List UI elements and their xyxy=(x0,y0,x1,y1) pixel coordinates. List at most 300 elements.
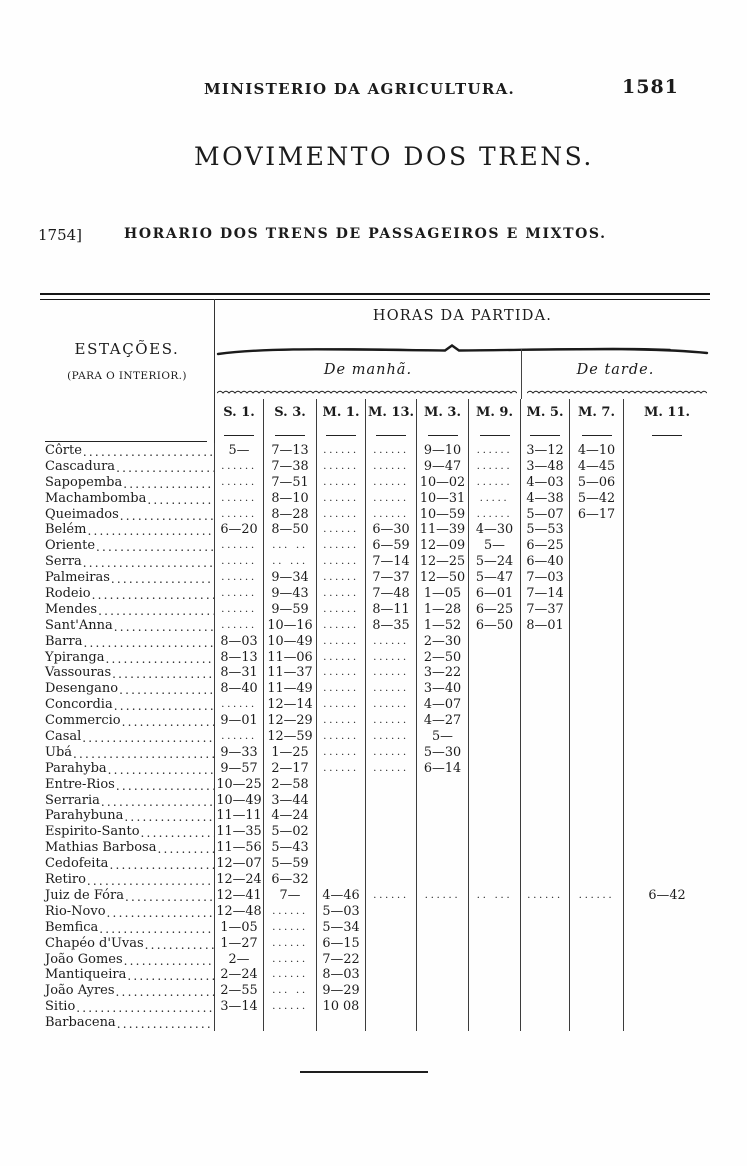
time-cell: 4—07 xyxy=(417,697,469,713)
time-cell: 4—46 xyxy=(317,888,366,904)
time-cell: ...... xyxy=(317,570,366,586)
time-cell: 4—03 xyxy=(521,475,570,491)
time-cell: 8—13 xyxy=(215,650,264,666)
station-cell xyxy=(40,586,215,602)
time-cell: ...... xyxy=(215,491,264,507)
time-cell: 8—03 xyxy=(215,634,264,650)
time-cell: ...... xyxy=(366,491,417,507)
time-cell xyxy=(521,634,570,650)
time-cell xyxy=(366,936,417,952)
time-cell xyxy=(366,856,417,872)
time-cell: 12—14 xyxy=(264,697,317,713)
time-cell: 7—38 xyxy=(264,459,317,475)
time-cell xyxy=(570,586,624,602)
table-row xyxy=(40,459,710,475)
table-row xyxy=(40,999,710,1015)
time-cell xyxy=(469,983,521,999)
time-cell: 8—03 xyxy=(317,967,366,983)
time-cell: 3—22 xyxy=(417,665,469,681)
station-name: Sant'Anna xyxy=(45,617,113,633)
time-cell: 7—37 xyxy=(366,570,417,586)
time-cell xyxy=(417,936,469,952)
time-cell xyxy=(570,967,624,983)
time-cell xyxy=(417,952,469,968)
time-cell xyxy=(570,602,624,618)
time-cell: ...... xyxy=(317,586,366,602)
time-cell xyxy=(417,920,469,936)
column-header: S. 3. xyxy=(264,399,317,443)
time-cell: 6—20 xyxy=(215,522,264,538)
table-row xyxy=(40,983,710,999)
station-cell xyxy=(40,793,215,809)
time-cell: 1—52 xyxy=(417,618,469,634)
column-header: M. 1. xyxy=(317,399,366,443)
dot-leader xyxy=(125,888,214,904)
time-cell: ...... xyxy=(469,475,521,491)
station-cell xyxy=(40,824,215,840)
time-cell xyxy=(469,650,521,666)
station-cell xyxy=(40,491,215,507)
time-cell: 5—47 xyxy=(469,570,521,586)
time-cell: 5—53 xyxy=(521,522,570,538)
time-cell xyxy=(366,983,417,999)
dot-leader xyxy=(141,824,214,840)
time-cell: ...... xyxy=(264,920,317,936)
station-name: Parahybuna xyxy=(45,808,124,824)
time-cell: 10—16 xyxy=(264,618,317,634)
station-cell xyxy=(40,904,215,920)
time-cell: ...... xyxy=(570,888,624,904)
time-cell xyxy=(570,554,624,570)
dot-leader xyxy=(83,554,214,570)
time-cell: 11—39 xyxy=(417,522,469,538)
table-row xyxy=(40,443,710,459)
time-cell: ...... xyxy=(264,936,317,952)
station-cell xyxy=(40,777,215,793)
time-cell: 5—30 xyxy=(417,745,469,761)
time-cell: .. ... xyxy=(264,554,317,570)
table-row xyxy=(40,888,710,904)
time-cell xyxy=(624,650,710,666)
time-cell xyxy=(624,570,710,586)
station-name: Mantiqueira xyxy=(45,967,127,983)
time-cell: ...... xyxy=(317,475,366,491)
dot-leader xyxy=(82,729,214,745)
time-cell: 5—34 xyxy=(317,920,366,936)
time-cell: 7—37 xyxy=(521,602,570,618)
time-cell xyxy=(521,872,570,888)
time-cell xyxy=(624,920,710,936)
station-cell xyxy=(40,538,215,554)
time-cell xyxy=(521,713,570,729)
time-cell xyxy=(624,713,710,729)
time-cell xyxy=(521,856,570,872)
time-cell xyxy=(624,999,710,1015)
time-cell xyxy=(469,745,521,761)
time-cell: 6—25 xyxy=(521,538,570,554)
time-cell xyxy=(469,681,521,697)
table-row xyxy=(40,872,710,888)
station-name: Barra xyxy=(45,633,83,649)
time-cell: 8—35 xyxy=(366,618,417,634)
time-cell xyxy=(570,681,624,697)
time-cell: 9—01 xyxy=(215,713,264,729)
time-cell: 3—12 xyxy=(521,443,570,459)
time-cell: 1—27 xyxy=(215,936,264,952)
time-cell: 5— xyxy=(215,443,264,459)
time-cell xyxy=(570,618,624,634)
station-cell xyxy=(40,713,215,729)
brace-divider xyxy=(215,341,710,359)
time-cell: ...... xyxy=(215,475,264,491)
time-cell: 5— xyxy=(417,729,469,745)
time-cell xyxy=(624,507,710,523)
time-cell: 12—59 xyxy=(264,729,317,745)
time-cell: 6—15 xyxy=(317,936,366,952)
time-cell xyxy=(521,920,570,936)
time-cell: 2—50 xyxy=(417,650,469,666)
time-cell: ...... xyxy=(317,554,366,570)
time-cell xyxy=(521,745,570,761)
time-cell xyxy=(366,777,417,793)
time-cell: 12—24 xyxy=(215,872,264,888)
time-cell xyxy=(521,665,570,681)
station-name: Retiro xyxy=(45,872,86,888)
station-cell xyxy=(40,856,215,872)
time-cell: 6—42 xyxy=(648,887,686,903)
time-cell: ...... xyxy=(317,507,366,523)
time-cell: 10—49 xyxy=(264,634,317,650)
dot-leader xyxy=(99,920,214,936)
station-name: Ypiranga xyxy=(45,649,105,665)
time-cell: 12—41 xyxy=(215,888,264,904)
time-cell xyxy=(317,840,366,856)
dot-leader xyxy=(111,570,214,586)
section-heading: HORARIO DOS TRENS DE PASSAGEIROS E MIXTOS. xyxy=(124,226,607,242)
table-row xyxy=(40,650,710,666)
table-row xyxy=(40,491,710,507)
time-cell: ...... xyxy=(317,713,366,729)
station-cell xyxy=(40,522,215,538)
time-cell xyxy=(417,840,469,856)
period-divider-rule xyxy=(521,349,522,399)
time-cell: 4—27 xyxy=(417,713,469,729)
time-cell xyxy=(417,808,469,824)
time-cell: ...... xyxy=(215,729,264,745)
time-cell xyxy=(521,777,570,793)
time-cell: ...... xyxy=(264,999,317,1015)
time-cell xyxy=(570,634,624,650)
time-cell xyxy=(521,761,570,777)
time-cell: 12—07 xyxy=(215,856,264,872)
time-cell xyxy=(570,761,624,777)
station-name: Barbacena xyxy=(45,1015,116,1031)
time-cell xyxy=(366,872,417,888)
wavy-rule-morning xyxy=(217,389,517,397)
station-name: Bemfica xyxy=(45,919,99,935)
table-header xyxy=(40,299,710,443)
time-cell: ...... xyxy=(317,634,366,650)
time-cell: 7—51 xyxy=(264,475,317,491)
time-cell: 8—11 xyxy=(366,602,417,618)
time-cell: ...... xyxy=(317,459,366,475)
time-cell xyxy=(624,443,710,459)
time-cell xyxy=(570,983,624,999)
time-cell: ...... xyxy=(215,602,264,618)
time-cell xyxy=(317,793,366,809)
table-row xyxy=(40,729,710,745)
time-cell xyxy=(570,522,624,538)
time-cell: ...... xyxy=(469,443,521,459)
station-name: João Ayres xyxy=(45,983,115,999)
dot-leader xyxy=(107,904,214,920)
dot-leader xyxy=(83,443,214,459)
time-cell xyxy=(417,967,469,983)
time-cell: ...... xyxy=(215,507,264,523)
time-cell xyxy=(469,967,521,983)
time-cell xyxy=(469,920,521,936)
time-cell xyxy=(624,983,710,999)
time-cell xyxy=(624,602,710,618)
time-cell: ...... xyxy=(317,491,366,507)
table-row xyxy=(40,634,710,650)
dot-leader xyxy=(120,507,214,523)
time-cell: 5— xyxy=(469,538,521,554)
time-cell xyxy=(624,967,710,983)
table-row xyxy=(40,570,710,586)
table-row xyxy=(40,936,710,952)
time-cell xyxy=(570,697,624,713)
time-cell: 6—40 xyxy=(521,554,570,570)
time-cell xyxy=(521,808,570,824)
time-cell xyxy=(624,856,710,872)
time-cell: 12—48 xyxy=(215,904,264,920)
time-cell: ...... xyxy=(215,570,264,586)
time-cell: 11—06 xyxy=(264,650,317,666)
time-cell: 6—25 xyxy=(469,602,521,618)
time-cell xyxy=(469,904,521,920)
time-cell xyxy=(417,999,469,1015)
table-row xyxy=(40,507,710,523)
time-cell: 5—43 xyxy=(264,840,317,856)
time-cell: 2— xyxy=(215,952,264,968)
time-cell: ...... xyxy=(215,697,264,713)
dot-leader xyxy=(116,983,214,999)
time-cell: 4—45 xyxy=(570,459,624,475)
dot-leader xyxy=(73,745,214,761)
time-cell xyxy=(570,824,624,840)
time-cell: 3—40 xyxy=(417,681,469,697)
time-cell xyxy=(624,777,710,793)
time-cell xyxy=(417,777,469,793)
dot-leader xyxy=(147,491,214,507)
time-cell xyxy=(366,967,417,983)
time-cell: 5—02 xyxy=(264,824,317,840)
time-cell xyxy=(317,808,366,824)
time-cell: 12—50 xyxy=(417,570,469,586)
time-cell xyxy=(469,824,521,840)
time-cell xyxy=(624,904,710,920)
station-name: Espirito-Santo xyxy=(45,824,140,840)
time-cell: ...... xyxy=(215,459,264,475)
time-cell xyxy=(624,586,710,602)
station-name: Mendes xyxy=(45,601,98,617)
time-cell: 4—30 xyxy=(469,522,521,538)
time-cell: ...... xyxy=(366,650,417,666)
time-cell: 8—31 xyxy=(215,665,264,681)
time-cell: ...... xyxy=(317,665,366,681)
time-cell xyxy=(521,936,570,952)
dot-leader xyxy=(112,665,214,681)
station-cell xyxy=(40,983,215,999)
time-cell: 9—43 xyxy=(264,586,317,602)
time-cell xyxy=(366,808,417,824)
station-cell xyxy=(40,745,215,761)
column-header: M. 5. xyxy=(521,399,570,443)
time-cell: 9—34 xyxy=(264,570,317,586)
time-cell: ...... xyxy=(317,697,366,713)
time-cell xyxy=(317,1015,366,1031)
time-cell xyxy=(624,697,710,713)
time-cell: 10—31 xyxy=(417,491,469,507)
dot-leader xyxy=(123,475,214,491)
time-cell xyxy=(624,475,710,491)
timetable xyxy=(40,293,710,1031)
time-cell: ..... xyxy=(469,491,521,507)
column-headers xyxy=(215,399,710,443)
station-cell xyxy=(40,570,215,586)
time-cell: ...... xyxy=(366,713,417,729)
table-row xyxy=(40,1015,710,1031)
time-cell: ...... xyxy=(366,459,417,475)
time-cell xyxy=(417,856,469,872)
table-row xyxy=(40,777,710,793)
station-cell xyxy=(40,650,215,666)
table-row xyxy=(40,522,710,538)
time-cell xyxy=(366,952,417,968)
time-cell xyxy=(521,824,570,840)
time-cell: 5—42 xyxy=(570,491,624,507)
time-cell: ...... xyxy=(215,538,264,554)
time-cell xyxy=(570,538,624,554)
time-cell: 7—14 xyxy=(366,554,417,570)
station-name: Cedofeita xyxy=(45,856,109,872)
time-cell xyxy=(366,999,417,1015)
time-cell: ...... xyxy=(366,634,417,650)
station-name: Serra xyxy=(45,554,82,570)
time-cell xyxy=(317,872,366,888)
station-name: Belém xyxy=(45,522,87,538)
time-cell: ...... xyxy=(317,729,366,745)
dot-leader xyxy=(98,602,214,618)
station-cell xyxy=(40,475,215,491)
time-cell: ...... xyxy=(317,538,366,554)
time-cell xyxy=(624,491,710,507)
time-cell xyxy=(570,650,624,666)
time-cell: 7—13 xyxy=(264,443,317,459)
dot-leader xyxy=(108,761,214,777)
time-cell: 8—50 xyxy=(264,522,317,538)
time-cell xyxy=(624,634,710,650)
time-cell xyxy=(624,936,710,952)
time-cell xyxy=(417,872,469,888)
time-cell xyxy=(570,856,624,872)
station-cell xyxy=(40,936,215,952)
station-name: Entre-Rios xyxy=(45,776,115,792)
time-cell: ...... xyxy=(215,554,264,570)
time-cell xyxy=(624,681,710,697)
time-cell: 6—50 xyxy=(469,618,521,634)
time-cell xyxy=(469,936,521,952)
morning-header: De manhã. xyxy=(323,362,413,378)
station-cell xyxy=(40,697,215,713)
afternoon-header: De tarde. xyxy=(576,362,655,378)
dot-leader xyxy=(124,808,214,824)
wavy-rule-afternoon xyxy=(527,389,707,397)
time-cell: 6—01 xyxy=(469,586,521,602)
time-cell: ...... xyxy=(366,697,417,713)
dot-leader xyxy=(157,840,214,856)
time-cell xyxy=(570,872,624,888)
time-cell xyxy=(366,824,417,840)
time-cell: .. ... xyxy=(469,888,521,904)
time-cell xyxy=(521,697,570,713)
time-cell: 6—17 xyxy=(570,507,624,523)
time-cell: 3—44 xyxy=(264,793,317,809)
time-cell xyxy=(570,713,624,729)
dot-leader xyxy=(87,522,214,538)
time-cell xyxy=(624,618,710,634)
time-cell xyxy=(521,729,570,745)
time-cell xyxy=(521,681,570,697)
station-cell xyxy=(40,634,215,650)
time-cell xyxy=(264,1015,317,1031)
station-name: Cascadura xyxy=(45,458,116,474)
table-row xyxy=(40,793,710,809)
time-cell: 2—30 xyxy=(417,634,469,650)
table-row xyxy=(40,952,710,968)
time-cell: 8—28 xyxy=(264,507,317,523)
time-cell xyxy=(624,824,710,840)
station-cell xyxy=(40,618,215,634)
dot-leader xyxy=(114,618,214,634)
time-cell: ...... xyxy=(317,681,366,697)
time-cell: ...... xyxy=(366,745,417,761)
time-cell xyxy=(469,793,521,809)
table-row xyxy=(40,745,710,761)
time-cell: 8—40 xyxy=(215,681,264,697)
station-cell xyxy=(40,840,215,856)
time-cell xyxy=(624,872,710,888)
station-name: Desengano xyxy=(45,681,119,697)
time-cell: ...... xyxy=(215,586,264,602)
time-cell xyxy=(570,808,624,824)
page-number: 1581 xyxy=(622,76,679,98)
time-cell xyxy=(469,634,521,650)
time-cell xyxy=(570,729,624,745)
time-cell: ...... xyxy=(366,761,417,777)
time-cell: 9—29 xyxy=(317,983,366,999)
time-cell xyxy=(624,745,710,761)
dot-leader xyxy=(119,681,214,697)
time-cell: ...... xyxy=(366,888,417,904)
time-cell xyxy=(521,967,570,983)
time-cell: 7—22 xyxy=(317,952,366,968)
time-cell xyxy=(317,824,366,840)
time-cell: 5—03 xyxy=(317,904,366,920)
station-name: Serraria xyxy=(45,792,100,808)
station-cell xyxy=(40,872,215,888)
